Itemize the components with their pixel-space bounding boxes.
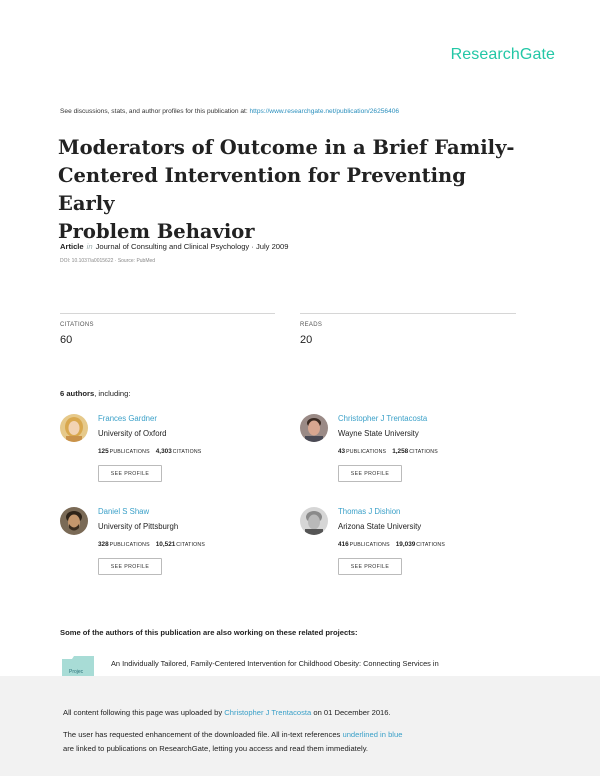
publication-count: 416 <box>338 541 349 548</box>
project-folder-icon[interactable] <box>62 656 94 676</box>
author-institution: University of Pittsburgh <box>98 522 179 531</box>
publication-count: 328 <box>98 541 109 548</box>
author-photo-icon[interactable] <box>300 507 328 535</box>
citation-count: 4,303 <box>155 448 172 455</box>
related-projects-heading: Some of the authors of this publication are also working on these related projects: <box>60 628 358 637</box>
author-institution: Arizona State University <box>338 522 422 531</box>
authors-heading-suffix: , including: <box>94 389 131 398</box>
author-card <box>60 507 280 587</box>
enhancement-note <box>63 730 402 739</box>
download-footer <box>0 676 600 776</box>
author-institution: Wayne State University <box>338 429 419 438</box>
publication-type: Article <box>60 242 84 251</box>
see-profile-button[interactable]: SEE PROFILE <box>338 558 402 575</box>
divider <box>300 313 516 314</box>
publication-count: 125 <box>98 448 109 455</box>
author-name-link[interactable]: Christopher J Trentacosta <box>338 414 428 423</box>
author-photo-icon[interactable] <box>60 507 88 535</box>
author-photo-icon[interactable] <box>300 414 328 442</box>
meta-in-word: in <box>86 242 93 251</box>
researchgate-logo[interactable]: ResearchGate <box>450 46 555 63</box>
author-card <box>300 507 520 587</box>
source-line-prefix: See discussions, stats, and author profiles for this publication at: <box>60 108 248 115</box>
publication-title <box>58 134 528 246</box>
enhancement-prefix: The user has requested enhancement of the downloaded file. All in-text references <box>63 730 341 739</box>
journal-name: Journal of Consulting and Clinical Psychology · July 2009 <box>95 242 289 251</box>
citations-unit: CITATIONS <box>409 449 438 455</box>
related-project-link[interactable]: An Individually Tailored, Family-Centered Intervention for Childhood Obesity: Connecting Services in <box>111 659 439 668</box>
publication-meta <box>60 242 288 251</box>
citations-unit: CITATIONS <box>416 542 445 548</box>
doi-line: DOI: 10.1037/a0015622 · Source: PubMed <box>60 258 156 264</box>
project-icon-label: Projec <box>69 669 84 675</box>
publication-url-link[interactable]: https://www.researchgate.net/publication/26256406 <box>249 108 400 115</box>
publications-unit: PUBLICATIONS <box>109 449 150 455</box>
author-institution: University of Oxford <box>98 429 167 438</box>
citations-unit: CITATIONS <box>176 542 205 548</box>
author-photo-icon[interactable] <box>60 414 88 442</box>
enhancement-note-line2: are linked to publications on ResearchGate, letting you access and read them immediately. <box>63 744 369 753</box>
source-line <box>60 108 399 115</box>
see-profile-button[interactable]: SEE PROFILE <box>98 558 162 575</box>
see-profile-button[interactable]: SEE PROFILE <box>338 465 402 482</box>
author-card <box>300 414 520 494</box>
citations-label: CITATIONS <box>60 322 94 328</box>
author-stats <box>338 541 445 548</box>
underlined-blue-link[interactable]: underlined in blue <box>342 730 403 739</box>
upload-prefix: All content following this page was uploaded by <box>63 708 223 717</box>
author-name-link[interactable]: Frances Gardner <box>98 414 157 423</box>
divider <box>60 313 275 314</box>
title-line: Moderators of Outcome in a Brief Family- <box>58 136 515 159</box>
author-stats <box>98 448 201 455</box>
upload-date: on 01 December 2016. <box>313 708 391 717</box>
citation-count: 19,039 <box>395 541 416 548</box>
authors-heading <box>60 389 131 398</box>
title-line: Centered Intervention for Preventing Early <box>58 164 466 215</box>
reads-label: READS <box>300 322 323 328</box>
upload-note <box>63 708 391 717</box>
author-card <box>60 414 280 494</box>
authors-count: 6 authors <box>60 389 95 398</box>
publications-unit: PUBLICATIONS <box>349 542 390 548</box>
publication-count: 43 <box>338 448 346 455</box>
uploader-link[interactable]: Christopher J Trentacosta <box>224 708 312 717</box>
citations-count: 60 <box>60 334 73 346</box>
publications-unit: PUBLICATIONS <box>346 449 387 455</box>
citation-count: 10,521 <box>155 541 176 548</box>
publications-unit: PUBLICATIONS <box>109 542 150 548</box>
author-name-link[interactable]: Daniel S Shaw <box>98 507 150 516</box>
author-stats <box>338 448 438 455</box>
title-line: Problem Behavior <box>58 220 255 243</box>
author-name-link[interactable]: Thomas J Dishion <box>338 507 401 516</box>
reads-count: 20 <box>300 334 313 346</box>
citation-count: 1,258 <box>392 448 409 455</box>
see-profile-button[interactable]: SEE PROFILE <box>98 465 162 482</box>
citations-unit: CITATIONS <box>172 449 202 455</box>
author-stats <box>98 541 205 548</box>
